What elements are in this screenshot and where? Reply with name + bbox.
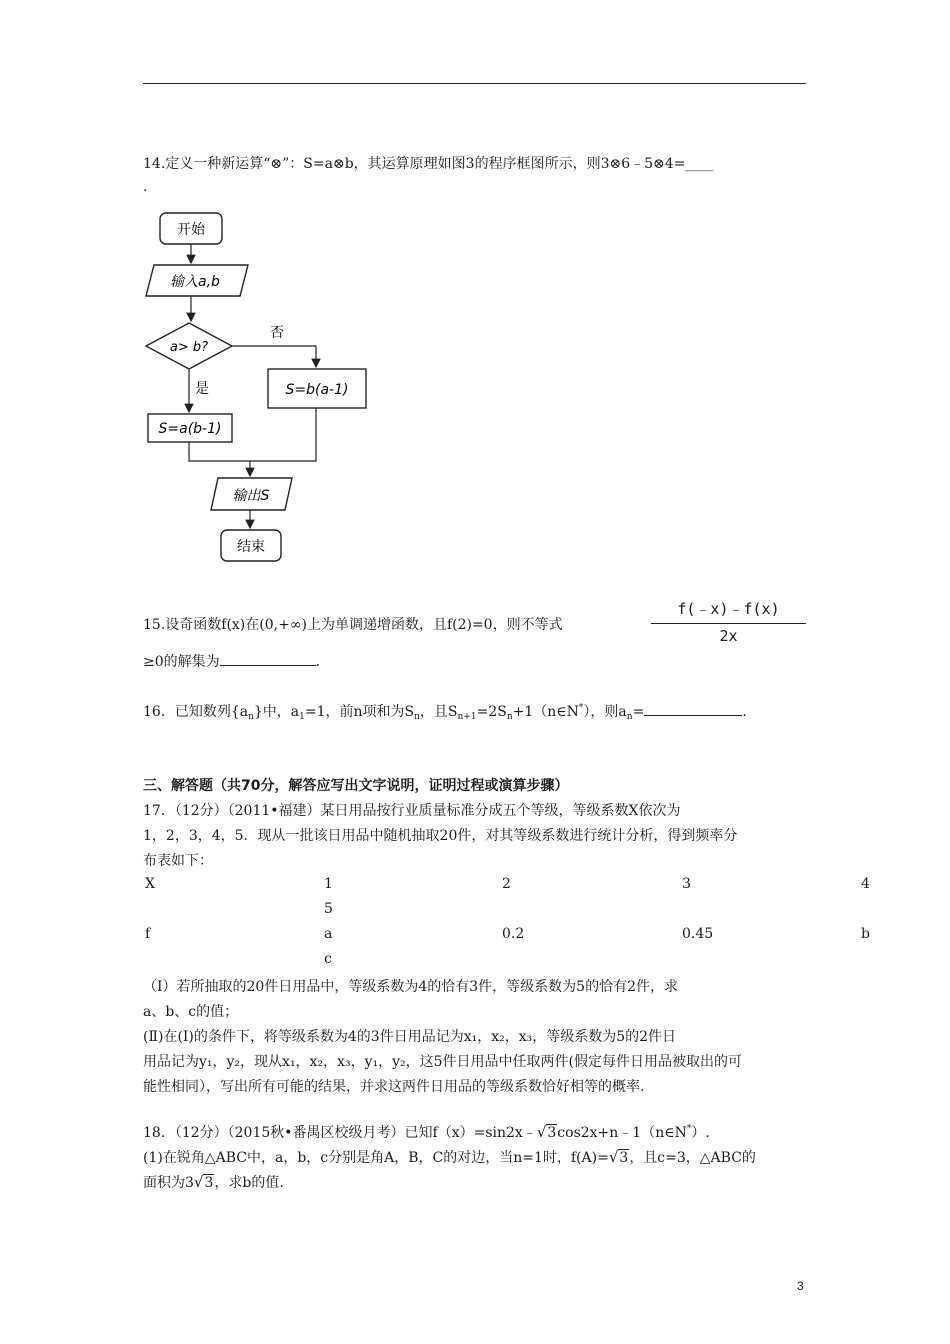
table-cell: c [324,951,332,967]
q17-part1-line1: （Ⅰ）若所抽取的20件日用品中，等级系数为4的恰有3件，等级系数为5的恰有2件，求 [143,979,678,995]
flow-arrow-no [232,346,316,367]
flow-yes-branch-label: S=a(b-1) [158,421,222,437]
table-cell: 1 [324,876,333,892]
table-cell: b [861,926,870,942]
q17-line1: 17．（12分）（2011•福建）某日用品按行业质量标准分成五个等级，等级系数X依次为 [143,803,681,819]
q14-text: 14.定义一种新运算“⊗”：S=a⊗b，其运算原理如图3的程序框图所示，则3⊗6﹣5⊗4=____ [143,156,714,172]
table-cell: f [145,926,151,942]
q14-period: . [143,179,148,195]
table-cell: 4 [861,876,870,892]
program-flowchart [130,205,390,575]
q18-line1: 18．（12分）（2015秋•番禺区校级月考）已知f（x）=sin2x﹣√3cos2x+n﹣1（n∈N*）. [143,1123,710,1141]
q17-line3: 布表如下： [143,853,213,869]
flow-output-label: 输出S [232,488,270,504]
q18-line3: 面积为3√3，求b的值. [143,1173,284,1191]
q15-fraction-bar [651,623,806,624]
q14-blank: ____ [685,156,714,172]
page-number: 3 [797,1279,804,1293]
section-heading: 三、解答题（共70分，解答应写出文字说明，证明过程或演算步骤） [143,778,569,794]
q15-blank [220,651,316,666]
header-rule [143,83,806,84]
q17-part2-line1: (Ⅱ)在(Ⅰ)的条件下，将等级系数为4的3件日用品记为x₁，x₂，x₃，等级系数为5的2件日 [143,1029,677,1045]
sqrt-3: √3 [536,1123,557,1141]
table-cell: 0.2 [502,926,525,942]
flow-input-label: 输入a,b [170,274,220,290]
sqrt-3: √3 [608,1148,629,1166]
q15-fraction-numerator: f(﹣x)﹣f(x) [677,600,780,618]
q15-suffix: ≥0的解集为 . [143,651,320,671]
flow-no-label: 否 [270,325,284,341]
flow-no-branch-label: S=b(a-1) [285,382,349,398]
q17-part1-line2: a、b、c的值； [143,1004,239,1020]
q15-prefix: 15.设奇函数f(x)在(0,+∞)上为单调递增函数，且f(2)=0，则不等式 [143,617,563,633]
q16-blank [644,701,742,716]
sqrt-3: √3 [193,1173,214,1191]
flow-decision-label: a> b? [169,340,209,355]
flow-start-label: 开始 [177,222,205,238]
table-cell: 3 [682,876,691,892]
q17-part2-line3: 能性相同），写出所有可能的结果，并求这两件日用品的等级系数恰好相等的概率. [143,1079,645,1095]
q18-line2: (1)在锐角△ABC中，a，b，c分别是角A，B，C的对边，当n=1时，f(A)=√3，且c=3，△ABC的 [143,1148,756,1166]
q17-line2: 1，2，3，4，5．现从一批该日用品中随机抽取20件，对其等级系数进行统计分析，得到频率分 [143,828,738,844]
table-cell: 5 [324,901,333,917]
table-cell: 0.45 [682,926,714,942]
q15-fraction-denominator: 2x [719,627,738,645]
flow-yes-label: 是 [195,381,209,397]
q17-part2-line2: 用品记为y₁，y₂，现从x₁，x₂，x₃，y₁，y₂，这5件日用品中任取两件(假定每件日用品被取出的可 [143,1054,742,1070]
flow-end-label: 结束 [237,539,265,555]
table-cell: 2 [502,876,511,892]
q16-text: 16．已知数列$\{a_n\}$中，$a_1=1$，前n项和为$S_n$，且$S_{n+1}=2S_n+1(n\in N^*)$，则$a_n=$ . [143,703,747,722]
table-cell: X [145,876,155,892]
table-cell: a [324,926,333,942]
